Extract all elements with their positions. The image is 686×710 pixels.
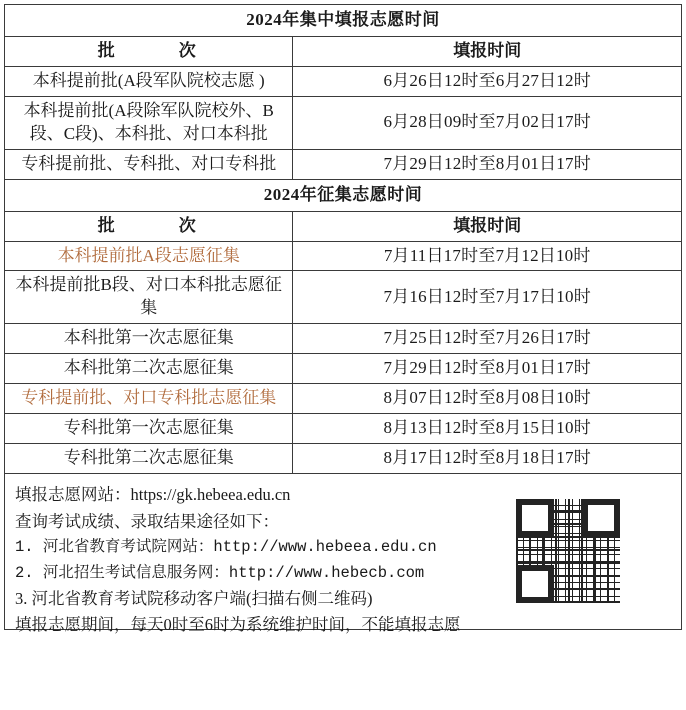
table-row — [5, 149, 682, 179]
batch-time: 8月07日12时至8月08日10时 — [293, 384, 682, 414]
batch-time: 7月29日12时至8月01日17时 — [293, 149, 682, 179]
batch-time: 6月28日09时至7月02日17时 — [293, 96, 682, 149]
section-title-row — [5, 179, 682, 211]
table-row — [5, 384, 682, 414]
table-row — [5, 66, 682, 96]
table-row — [5, 241, 682, 271]
section-title-collection: 2024年征集志愿时间 — [5, 179, 682, 211]
batch-name: 本科提前批B段、对口本科批志愿征集 — [5, 271, 293, 324]
column-header-row — [5, 36, 682, 66]
qr-corner-marker — [516, 565, 554, 603]
table-row — [5, 271, 682, 324]
batch-time: 7月11日17时至7月12日10时 — [293, 241, 682, 271]
footer-line: 3. 河北省教育考试院移动客户端(扫描右侧二维码) — [15, 588, 373, 608]
batch-time: 6月26日12时至6月27日12时 — [293, 66, 682, 96]
schedule-table — [4, 4, 682, 474]
section-title-centralized: 2024年集中填报志愿时间 — [5, 5, 682, 37]
qr-code-icon — [513, 496, 623, 606]
section-title-row — [5, 5, 682, 37]
batch-name: 本科提前批(A段除军队院校外、B段、C段)、本科批、对口本科批 — [5, 96, 293, 149]
column-header-time: 填报时间 — [293, 211, 682, 241]
table-row — [5, 324, 682, 354]
batch-name: 专科批第二次志愿征集 — [5, 444, 293, 474]
table-row — [5, 444, 682, 474]
batch-time: 7月29日12时至8月01日17时 — [293, 354, 682, 384]
batch-name: 本科批第二次志愿征集 — [5, 354, 293, 384]
batch-name: 本科提前批A段志愿征集 — [5, 241, 293, 271]
batch-name: 本科提前批(A段军队院校志愿 ) — [5, 66, 293, 96]
footer-line: 填报志愿网站：https://gk.hebeea.edu.cn — [15, 485, 291, 504]
column-header-batch: 批 次 — [5, 36, 293, 66]
column-header-time: 填报时间 — [293, 36, 682, 66]
footer-line: 1. 河北省教育考试院网站：http://www.hebeea.edu.cn — [15, 538, 437, 557]
batch-time: 7月25日12时至7月26日17时 — [293, 324, 682, 354]
batch-time: 8月17日12时至8月18日17时 — [293, 444, 682, 474]
footer-line: 查询考试成绩、录取结果途径如下： — [15, 511, 279, 531]
batch-name: 专科提前批、专科批、对口专科批 — [5, 149, 293, 179]
column-header-batch: 批 次 — [5, 211, 293, 241]
footer-line: 2. 河北招生考试信息服务网：http://www.hebecb.com — [15, 563, 425, 582]
batch-name: 专科提前批、对口专科批志愿征集 — [5, 384, 293, 414]
column-header-row — [5, 211, 682, 241]
table-row — [5, 354, 682, 384]
batch-time: 7月16日12时至7月17日10时 — [293, 271, 682, 324]
footer-line: 填报志愿期间，每天0时至6时为系统维护时间，不能填报志愿 — [15, 615, 461, 635]
table-row — [5, 96, 682, 149]
batch-name: 专科批第一次志愿征集 — [5, 414, 293, 444]
footer-notes — [4, 474, 682, 635]
batch-name: 本科批第一次志愿征集 — [5, 324, 293, 354]
batch-time: 8月13日12时至8月15日10时 — [293, 414, 682, 444]
table-row — [5, 414, 682, 444]
